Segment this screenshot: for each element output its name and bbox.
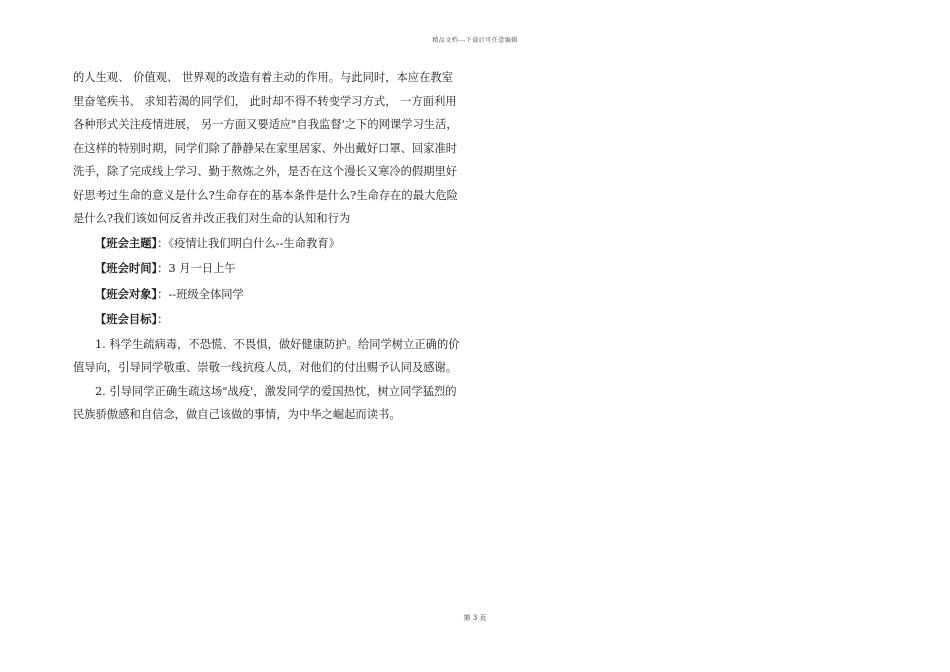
field-audience-value: ：--班级全体同学 (157, 287, 244, 301)
page-number: 第 3 页 (463, 614, 487, 622)
goal-line: 2. 引导同学正确生疏这场"战疫'，激发同学的爱国热忱，树立同学猛烈的 (95, 384, 457, 398)
page-header-watermark: 精品文档---下载后可任意编辑 (432, 37, 518, 44)
field-audience-label: 【班会对象】 (95, 286, 158, 301)
goal-line: 民族骄傲感和自信念，做自己该做的事情，为中华之崛起而读书。 (73, 408, 401, 421)
field-theme-value: ：《疫情让我们明白什么--生命教育》 (157, 236, 340, 250)
field-theme-label: 【班会主题】 (95, 235, 158, 250)
intro-line: 里奋笔疾书、 求知若渴的同学们， 此时却不得不转变学习方式， 一方面利用 (73, 94, 457, 108)
intro-line: 是什么?我们该如何反省并改正我们对生命的认知和行为 (73, 212, 351, 225)
intro-line: 洗手，除了完成线上学习、勤于熬炼之外，是否在这个漫长又寒冷的假期里好 (73, 165, 458, 178)
intro-line: 好思考过生命的意义是什么?生命存在的基本条件是什么?生命存在的最大危险 (73, 188, 458, 202)
field-time (73, 256, 465, 282)
field-theme (73, 231, 465, 257)
field-audience (73, 282, 465, 308)
goal-item-2 (73, 380, 465, 427)
intro-line: 各种形式关注疫情进展， 另一方面又要适应"自我监督'之下的网课学习生活， (73, 118, 458, 131)
intro-line: 在这样的特别时期，同学们除了静静呆在家里居家、外出戴好口罩、回家准时 (73, 141, 458, 155)
goal-item-1 (73, 333, 465, 380)
document-body (73, 66, 465, 427)
field-goals (73, 307, 465, 333)
field-time-label: 【班会时间】 (95, 261, 158, 275)
field-goals-value: ： (157, 313, 169, 326)
intro-line: 的人生观、 价值观、 世界观的改造有着主动的作用。与此同时，本应在教室 (73, 71, 453, 84)
field-goals-label: 【班会目标】 (95, 312, 158, 326)
field-time-value: ：3 月一日上午 (157, 262, 236, 275)
goal-line: 值导向，引导同学敬重、崇敬一线抗疫人员，对他们的付出赐予认同及感谢。 (73, 361, 458, 374)
goal-line: 1. 科学生疏病毒，不恐慌、不畏惧，做好健康防护。给同学树立正确的价 (95, 337, 460, 351)
intro-paragraph (73, 66, 465, 231)
